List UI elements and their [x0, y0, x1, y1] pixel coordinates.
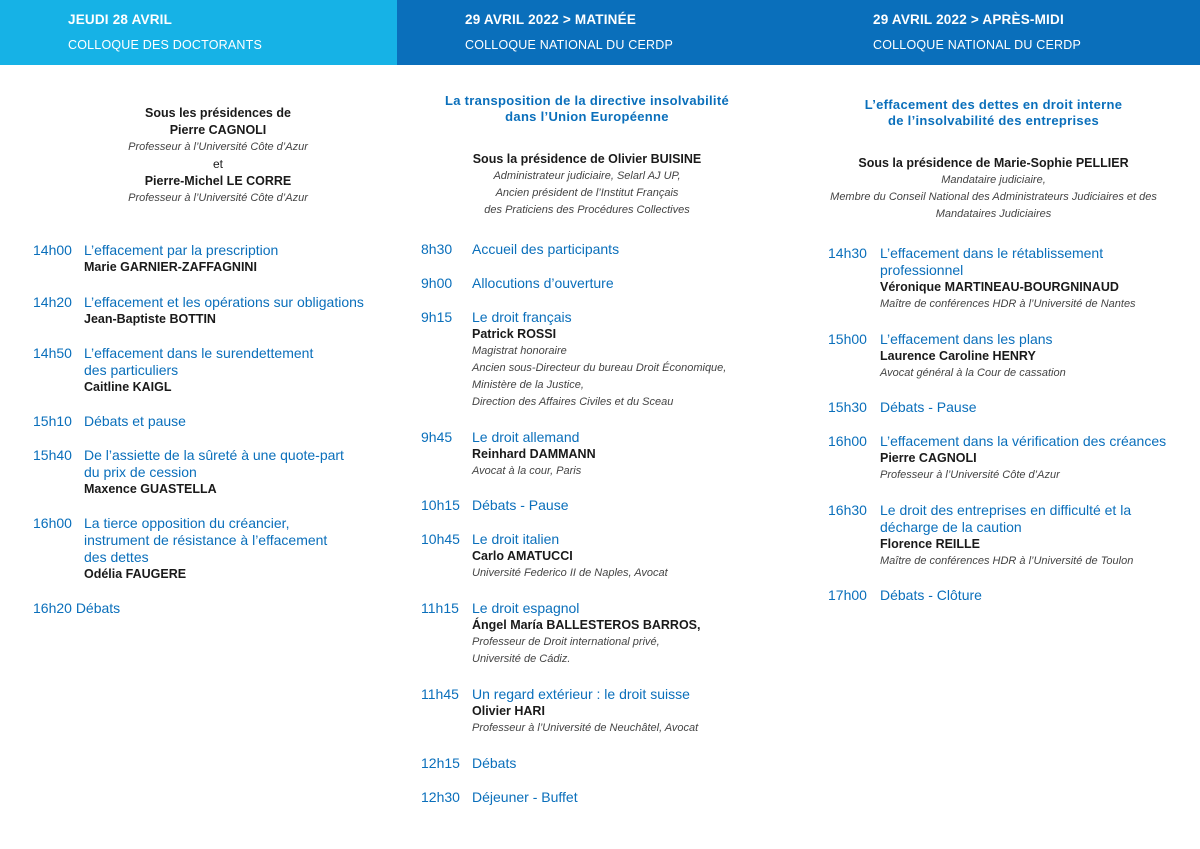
header-subtitle: COLLOQUE NATIONAL DU CERDP	[465, 38, 674, 52]
session-speaker: Odélia FAUGERE	[84, 567, 187, 581]
session-title: Débats et pause	[84, 413, 186, 429]
session-title-line: du prix de cession	[84, 464, 197, 480]
session-body	[84, 345, 384, 396]
speaker-affiliation: Professeur de Droit international privé,	[472, 636, 660, 648]
session-time: 14h20	[33, 294, 72, 310]
president-affiliation: Mandataires Judiciaires	[935, 208, 1052, 220]
header-day-1	[0, 0, 397, 65]
session-title-line: décharge de la caution	[880, 519, 1022, 535]
speaker-affiliation: Ministère de la Justice,	[472, 379, 584, 391]
session-body	[84, 515, 384, 583]
session-body	[472, 789, 792, 806]
session-speaker: Véronique MARTINEAU-BOURGNINAUD	[880, 280, 1119, 294]
session-speaker: Laurence Caroline HENRY	[880, 349, 1036, 363]
session-title-line: des dettes	[84, 549, 149, 565]
session-speaker: Caitline KAIGL	[84, 380, 172, 394]
session-time: 15h10	[33, 413, 72, 429]
presidency-conjunction: et	[212, 157, 223, 171]
speaker-affiliation: Ancien sous-Directeur du bureau Droit Économique,	[472, 362, 727, 374]
session-body	[472, 497, 792, 514]
president-affiliation: Professeur à l’Université Côte d’Azur	[128, 192, 308, 204]
session-body	[84, 242, 384, 276]
session-title: L’effacement dans la vérification des créances	[880, 433, 1167, 449]
session-time: 16h00	[33, 515, 72, 531]
header-subtitle: COLLOQUE DES DOCTORANTS	[68, 38, 262, 52]
speaker-affiliation: Université de Cádiz.	[472, 653, 571, 665]
presidency-block	[68, 105, 368, 207]
session-time: 11h15	[421, 600, 459, 616]
program-column-morning	[397, 65, 806, 849]
session-body	[84, 447, 384, 498]
speaker-affiliation: Maître de conférences HDR à l’Université de Toulon	[880, 555, 1134, 567]
session-body	[472, 686, 792, 737]
session-title: Débats - Pause	[880, 399, 977, 415]
session-time: 14h30	[828, 245, 867, 261]
session-speaker: Patrick ROSSI	[472, 327, 557, 341]
session-title: L’effacement dans le surendettement	[84, 345, 314, 361]
speaker-affiliation: Avocat à la cour, Paris	[472, 465, 582, 477]
president-affiliation: Membre du Conseil National des Administrateurs Judiciaires et des	[830, 191, 1157, 203]
session-time-and-title: 16h20 Débats	[33, 600, 121, 616]
speaker-affiliation: Direction des Affaires Civiles et du Sceau	[472, 396, 674, 408]
session-body	[472, 309, 792, 411]
president-affiliation: Mandataire judiciaire,	[941, 174, 1046, 186]
theme-line: dans l’Union Européenne	[505, 109, 669, 124]
speaker-affiliation: Magistrat honoraire	[472, 345, 567, 357]
header-date: JEUDI 28 AVRIL	[68, 12, 173, 27]
session-time: 11h45	[421, 686, 459, 702]
session-time: 10h45	[421, 531, 460, 547]
session-theme	[397, 93, 777, 125]
session-body	[880, 399, 1180, 416]
session-time: 16h00	[828, 433, 867, 449]
speaker-affiliation: Avocat général à la Cour de cassation	[880, 367, 1066, 379]
session-body	[880, 331, 1180, 382]
theme-line: L’effacement des dettes en droit interne	[864, 97, 1123, 112]
session-title: Le droit des entreprises en difficulté et la	[880, 502, 1132, 518]
header-afternoon	[806, 0, 1200, 65]
session-speaker: Florence REILLE	[880, 537, 981, 551]
session-body	[880, 587, 1180, 604]
speaker-affiliation: Maître de conférences HDR à l’Université de Nantes	[880, 298, 1136, 310]
presidency-title: Sous les présidences de	[145, 106, 291, 120]
session-title: L’effacement par la prescription	[84, 242, 279, 258]
session-body	[84, 413, 384, 430]
presidency-title: Sous la présidence de Marie-Sophie PELLIER	[858, 156, 1129, 170]
session-title: Débats	[472, 755, 517, 771]
session-speaker: Carlo AMATUCCI	[472, 549, 573, 563]
president-affiliation: des Praticiens des Procédures Collectives	[484, 204, 690, 216]
president-name: Pierre-Michel LE CORRE	[144, 174, 292, 188]
header-subtitle: COLLOQUE NATIONAL DU CERDP	[873, 38, 1082, 52]
session-title-line: professionnel	[880, 262, 964, 278]
president-affiliation: Administrateur judiciaire, Selarl AJ UP,	[493, 170, 681, 182]
session-title: Le droit allemand	[472, 429, 580, 445]
session-speaker: Jean-Baptiste BOTTIN	[84, 312, 216, 326]
session-speaker: Maxence GUASTELLA	[84, 482, 217, 496]
session-body	[880, 502, 1180, 570]
session-theme	[806, 97, 1181, 129]
session-time: 14h00	[33, 242, 72, 258]
session-time: 9h15	[421, 309, 453, 325]
session-body	[472, 755, 792, 772]
header-date: 29 AVRIL 2022 > MATINÉE	[465, 12, 637, 27]
session-body	[472, 241, 792, 258]
session-title: Allocutions d’ouverture	[472, 275, 614, 291]
session-body	[880, 433, 1190, 484]
session-time: 15h00	[828, 331, 867, 347]
session-title: Accueil des participants	[472, 241, 620, 257]
speaker-affiliation: Professeur à l’Université de Neuchâtel, Avocat	[472, 722, 699, 734]
session-time: 12h30	[421, 789, 460, 805]
program-column-afternoon	[806, 65, 1200, 849]
session-title: L’effacement dans les plans	[880, 331, 1053, 347]
program-column-doctorants	[0, 65, 397, 849]
presidency-title: Sous la présidence de Olivier BUISINE	[472, 152, 702, 166]
session-time: 17h00	[828, 587, 867, 603]
session-time: 9h00	[421, 275, 453, 291]
session-body	[472, 429, 792, 480]
session-time: 8h30	[421, 241, 453, 257]
session-title-line: des particuliers	[84, 362, 179, 378]
session-title: Le droit français	[472, 309, 572, 325]
presidency-block	[806, 155, 1181, 223]
session-time: 15h30	[828, 399, 867, 415]
session-title: Débats - Pause	[472, 497, 569, 513]
theme-line: La transposition de la directive insolvabilité	[445, 93, 729, 108]
session-title: De l’assiette de la sûreté à une quote-part	[84, 447, 344, 463]
session-body	[472, 531, 792, 582]
session-body	[880, 245, 1180, 313]
session-time: 16h30	[828, 502, 867, 518]
session-speaker: Ángel María BALLESTEROS BARROS,	[472, 618, 701, 632]
session-title: Débats - Clôture	[880, 587, 982, 603]
session-speaker: Pierre CAGNOLI	[880, 451, 977, 465]
session-title: L’effacement et les opérations sur obligations	[84, 294, 364, 310]
session-body	[472, 600, 792, 668]
theme-line: de l’insolvabilité des entreprises	[887, 113, 1100, 128]
session-time: 9h45	[421, 429, 453, 445]
session-title: La tierce opposition du créancier,	[84, 515, 290, 531]
speaker-affiliation: Professeur à l’Université Côte d’Azur	[880, 469, 1060, 481]
header-date: 29 AVRIL 2022 > APRÈS-MIDI	[873, 12, 1064, 27]
presidency-block	[397, 151, 777, 219]
speaker-affiliation: Université Federico II de Naples, Avocat	[472, 567, 668, 579]
session-speaker: Reinhard DAMMANN	[472, 447, 596, 461]
president-name: Pierre CAGNOLI	[169, 123, 267, 137]
header-morning	[397, 0, 806, 65]
session-title: Un regard extérieur : le droit suisse	[472, 686, 690, 702]
president-affiliation: Ancien président de l’Institut Français	[495, 187, 679, 199]
president-affiliation: Professeur à l’Université Côte d’Azur	[128, 141, 308, 153]
session-speaker: Olivier HARI	[472, 704, 545, 718]
session-title: Le droit espagnol	[472, 600, 580, 616]
session-title: Déjeuner - Buffet	[472, 789, 578, 805]
session-time: 12h15	[421, 755, 460, 771]
session-body	[84, 294, 384, 328]
session-time: 10h15	[421, 497, 460, 513]
session-title: L’effacement dans le rétablissement	[880, 245, 1104, 261]
session-title-line: instrument de résistance à l’effacement	[84, 532, 328, 548]
session-speaker: Marie GARNIER-ZAFFAGNINI	[84, 260, 257, 274]
session-title: Le droit italien	[472, 531, 560, 547]
session-time: 15h40	[33, 447, 72, 463]
session-time: 14h50	[33, 345, 72, 361]
session-body	[472, 275, 792, 292]
